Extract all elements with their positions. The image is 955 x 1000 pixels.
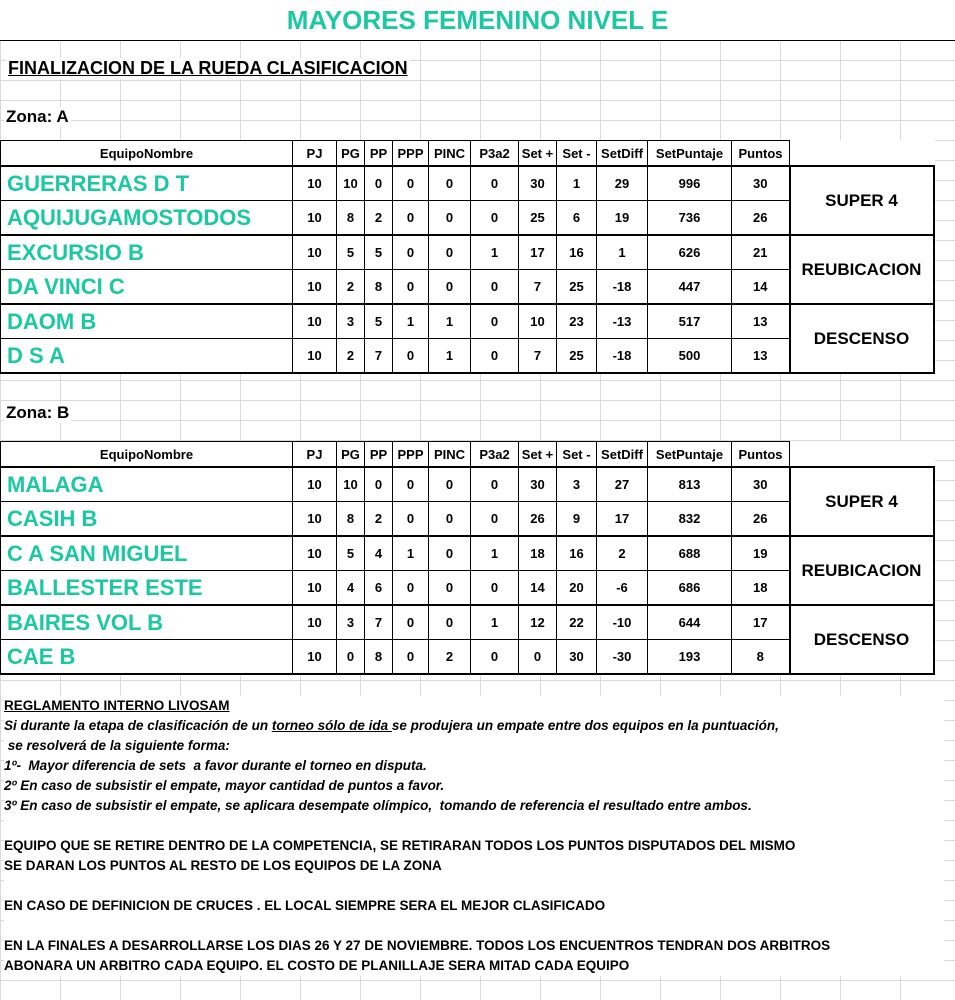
team-name: C A SAN MIGUEL <box>1 536 293 571</box>
team-name: DAOM B <box>1 304 293 339</box>
stat-cell: 0 <box>471 467 519 502</box>
stat-cell: 13 <box>732 339 790 374</box>
stat-cell: 8 <box>337 201 365 236</box>
stat-cell: 0 <box>471 304 519 339</box>
stat-cell: 5 <box>365 235 393 270</box>
stat-cell: 500 <box>648 339 732 374</box>
team-name: BALLESTER ESTE <box>1 571 293 606</box>
stat-cell: 10 <box>293 201 337 236</box>
team-name: GUERRERAS D T <box>1 166 293 201</box>
column-header: PJ <box>293 141 337 167</box>
stat-cell: 3 <box>337 605 365 640</box>
stat-cell: 6 <box>557 201 597 236</box>
stat-cell: 17 <box>519 235 557 270</box>
stat-cell: -18 <box>597 339 648 374</box>
stat-cell: 0 <box>519 640 557 675</box>
column-header: Set - <box>557 442 597 468</box>
table-row <box>1 536 934 571</box>
stat-cell: 29 <box>597 166 648 201</box>
column-header: Puntos <box>732 442 790 468</box>
column-header: PG <box>337 141 365 167</box>
stat-cell: 19 <box>732 536 790 571</box>
stat-cell: 17 <box>732 605 790 640</box>
column-header: PINC <box>429 442 471 468</box>
stat-cell: 22 <box>557 605 597 640</box>
column-header: SetDiff <box>597 141 648 167</box>
stat-cell: 1 <box>393 536 429 571</box>
page-title: MAYORES FEMENINO NIVEL E <box>0 0 955 41</box>
stat-cell: 736 <box>648 201 732 236</box>
stat-cell: 14 <box>519 571 557 606</box>
column-header: Puntos <box>732 141 790 167</box>
stat-cell: 26 <box>519 502 557 537</box>
column-header: EquipoNombre <box>1 442 293 468</box>
stat-cell: 23 <box>557 304 597 339</box>
stat-cell: 0 <box>471 166 519 201</box>
stat-cell: 0 <box>393 235 429 270</box>
stat-cell: 19 <box>597 201 648 236</box>
note-crosses: EN CASO DE DEFINICION DE CRUCES . EL LOCAL SIEMPRE SERA EL MEJOR CLASIFICADO <box>4 898 606 913</box>
section-subtitle: FINALIZACION DE LA RUEDA CLASIFICACION <box>8 58 408 78</box>
stat-cell: 1 <box>393 304 429 339</box>
stat-cell: 8 <box>365 640 393 675</box>
stat-cell: 30 <box>519 166 557 201</box>
column-header: PINC <box>429 141 471 167</box>
classification-result: DESCENSO <box>790 304 934 373</box>
stat-cell: 30 <box>519 467 557 502</box>
stat-cell: 1 <box>429 339 471 374</box>
column-header: PP <box>365 442 393 468</box>
column-header: Set - <box>557 141 597 167</box>
stat-cell: 0 <box>365 467 393 502</box>
stat-cell: 1 <box>471 605 519 640</box>
stat-cell: 0 <box>393 166 429 201</box>
stat-cell: 10 <box>293 640 337 675</box>
stat-cell: 193 <box>648 640 732 675</box>
header-spacer <box>790 442 934 468</box>
stat-cell: 10 <box>293 304 337 339</box>
table-row <box>1 166 934 201</box>
stat-cell: 21 <box>732 235 790 270</box>
stat-cell: 25 <box>557 339 597 374</box>
column-header: PPP <box>393 141 429 167</box>
stat-cell: 0 <box>393 605 429 640</box>
team-name: BAIRES VOL B <box>1 605 293 640</box>
column-header: PJ <box>293 442 337 468</box>
classification-result: DESCENSO <box>790 605 934 674</box>
stat-cell: 0 <box>393 571 429 606</box>
rule-item-1: 1º- Mayor diferencia de sets a favor durante el torneo en disputa. <box>4 758 427 773</box>
stat-cell: -10 <box>597 605 648 640</box>
column-header: Set + <box>519 442 557 468</box>
stat-cell: 0 <box>429 536 471 571</box>
stat-cell: 626 <box>648 235 732 270</box>
rules-intro-text-end: se produjera un empate entre dos equipos en la puntuación, <box>391 718 779 733</box>
rules-title: REGLAMENTO INTERNO LIVOSAM <box>4 698 230 713</box>
stat-cell: 14 <box>732 270 790 305</box>
stat-cell: 7 <box>365 605 393 640</box>
stat-cell: 17 <box>597 502 648 537</box>
stat-cell: 3 <box>557 467 597 502</box>
column-header: P3a2 <box>471 141 519 167</box>
stat-cell: 18 <box>519 536 557 571</box>
team-name: CASIH B <box>1 502 293 537</box>
stat-cell: 447 <box>648 270 732 305</box>
stat-cell: 0 <box>471 502 519 537</box>
stat-cell: 0 <box>429 605 471 640</box>
stat-cell: 0 <box>393 339 429 374</box>
stat-cell: 8 <box>365 270 393 305</box>
stat-cell: 0 <box>429 166 471 201</box>
stat-cell: 0 <box>429 201 471 236</box>
stat-cell: 9 <box>557 502 597 537</box>
stat-cell: 10 <box>293 166 337 201</box>
stat-cell: 7 <box>519 339 557 374</box>
stat-cell: 10 <box>519 304 557 339</box>
zone-b-table <box>0 441 935 675</box>
stat-cell: 2 <box>597 536 648 571</box>
stat-cell: 0 <box>429 270 471 305</box>
table-row <box>1 605 934 640</box>
stat-cell: 2 <box>365 502 393 537</box>
classification-result: SUPER 4 <box>790 467 934 536</box>
table-row <box>1 467 934 502</box>
stat-cell: 688 <box>648 536 732 571</box>
stat-cell: 5 <box>337 235 365 270</box>
stat-cell: 2 <box>337 339 365 374</box>
team-name: CAE B <box>1 640 293 675</box>
rules-intro-underlined: torneo sólo de ida <box>271 718 392 733</box>
stat-cell: 4 <box>337 571 365 606</box>
rules-section <box>4 696 944 976</box>
note-points: SE DARAN LOS PUNTOS AL RESTO DE LOS EQUIPOS DE LA ZONA <box>4 858 442 873</box>
stat-cell: 686 <box>648 571 732 606</box>
stat-cell: -6 <box>597 571 648 606</box>
stat-cell: 10 <box>293 502 337 537</box>
stat-cell: -13 <box>597 304 648 339</box>
stat-cell: 16 <box>557 235 597 270</box>
stat-cell: 2 <box>337 270 365 305</box>
stat-cell: 10 <box>293 235 337 270</box>
stat-cell: 2 <box>365 201 393 236</box>
stat-cell: 0 <box>393 270 429 305</box>
stat-cell: 832 <box>648 502 732 537</box>
stat-cell: 0 <box>393 640 429 675</box>
stat-cell: 25 <box>557 270 597 305</box>
rule-item-2: 2º En caso de subsistir el empate, mayor cantidad de puntos a favor. <box>4 778 445 793</box>
classification-result: SUPER 4 <box>790 166 934 235</box>
stat-cell: 0 <box>393 502 429 537</box>
stat-cell: 10 <box>337 166 365 201</box>
stat-cell: 0 <box>429 502 471 537</box>
stat-cell: 996 <box>648 166 732 201</box>
stat-cell: 30 <box>732 166 790 201</box>
rules-intro-2: se resolverá de la siguiente forma: <box>4 738 230 753</box>
team-name: MALAGA <box>1 467 293 502</box>
stat-cell: 0 <box>471 339 519 374</box>
stat-cell: 16 <box>557 536 597 571</box>
stat-cell: 8 <box>337 502 365 537</box>
header-spacer <box>790 141 934 167</box>
zone-b-label: Zona: B <box>6 403 70 422</box>
stat-cell: 0 <box>393 201 429 236</box>
column-header: PP <box>365 141 393 167</box>
column-header: SetPuntaje <box>648 141 732 167</box>
zone-a-table <box>0 140 935 374</box>
stat-cell: 10 <box>293 270 337 305</box>
team-name: AQUIJUGAMOSTODOS <box>1 201 293 236</box>
stat-cell: 10 <box>293 605 337 640</box>
stat-cell: 0 <box>471 201 519 236</box>
table-row <box>1 304 934 339</box>
note-referee: ABONARA UN ARBITRO CADA EQUIPO. EL COSTO DE PLANILLAJE SERA MITAD CADA EQUIPO <box>4 958 630 973</box>
stat-cell: 5 <box>365 304 393 339</box>
column-header: PPP <box>393 442 429 468</box>
stat-cell: 10 <box>293 339 337 374</box>
table-row <box>1 235 934 270</box>
stat-cell: 7 <box>519 270 557 305</box>
stat-cell: 3 <box>337 304 365 339</box>
stat-cell: 517 <box>648 304 732 339</box>
stat-cell: 1 <box>471 536 519 571</box>
note-finals: EN LA FINALES A DESARROLLARSE LOS DIAS 26 Y 27 DE NOVIEMBRE. TODOS LOS ENCUENTROS TENDRAN DOS ARBITROS <box>4 938 831 953</box>
stat-cell: 0 <box>471 270 519 305</box>
stat-cell: 2 <box>429 640 471 675</box>
stat-cell: 10 <box>293 467 337 502</box>
rule-item-3: 3º En caso de subsistir el empate, se aplicara desempate olímpico, tomando de referencia el resultado entre ambos. <box>4 798 752 813</box>
stat-cell: 813 <box>648 467 732 502</box>
stat-cell: 25 <box>519 201 557 236</box>
column-header: EquipoNombre <box>1 141 293 167</box>
stat-cell: 8 <box>732 640 790 675</box>
stat-cell: -30 <box>597 640 648 675</box>
stat-cell: 0 <box>471 571 519 606</box>
column-header: P3a2 <box>471 442 519 468</box>
rules-intro-text: Si durante la etapa de clasificación de un <box>4 718 272 733</box>
stat-cell: -18 <box>597 270 648 305</box>
team-name: D S A <box>1 339 293 374</box>
stat-cell: 0 <box>429 467 471 502</box>
stat-cell: 5 <box>337 536 365 571</box>
column-header: SetPuntaje <box>648 442 732 468</box>
stat-cell: 27 <box>597 467 648 502</box>
team-name: DA VINCI C <box>1 270 293 305</box>
stat-cell: 1 <box>429 304 471 339</box>
stat-cell: 26 <box>732 201 790 236</box>
stat-cell: 0 <box>337 640 365 675</box>
stat-cell: 30 <box>732 467 790 502</box>
stat-cell: 1 <box>471 235 519 270</box>
stat-cell: 0 <box>429 571 471 606</box>
rules-intro <box>4 716 944 736</box>
stat-cell: 1 <box>597 235 648 270</box>
stat-cell: 10 <box>293 536 337 571</box>
stat-cell: 20 <box>557 571 597 606</box>
classification-result: REUBICACION <box>790 536 934 605</box>
stat-cell: 1 <box>557 166 597 201</box>
column-header: Set + <box>519 141 557 167</box>
stat-cell: 12 <box>519 605 557 640</box>
team-name: EXCURSIO B <box>1 235 293 270</box>
stat-cell: 30 <box>557 640 597 675</box>
stat-cell: 0 <box>365 166 393 201</box>
stat-cell: 644 <box>648 605 732 640</box>
stat-cell: 4 <box>365 536 393 571</box>
stat-cell: 6 <box>365 571 393 606</box>
stat-cell: 0 <box>393 467 429 502</box>
column-header: PG <box>337 442 365 468</box>
stat-cell: 18 <box>732 571 790 606</box>
classification-result: REUBICACION <box>790 235 934 304</box>
stat-cell: 0 <box>429 235 471 270</box>
stat-cell: 10 <box>337 467 365 502</box>
note-withdraw: EQUIPO QUE SE RETIRE DENTRO DE LA COMPETENCIA, SE RETIRARAN TODOS LOS PUNTOS DISPUTADOS DEL MISMO <box>4 838 796 853</box>
zone-a-label: Zona: A <box>6 107 69 126</box>
stat-cell: 26 <box>732 502 790 537</box>
stat-cell: 0 <box>471 640 519 675</box>
stat-cell: 10 <box>293 571 337 606</box>
stat-cell: 7 <box>365 339 393 374</box>
column-header: SetDiff <box>597 442 648 468</box>
stat-cell: 13 <box>732 304 790 339</box>
